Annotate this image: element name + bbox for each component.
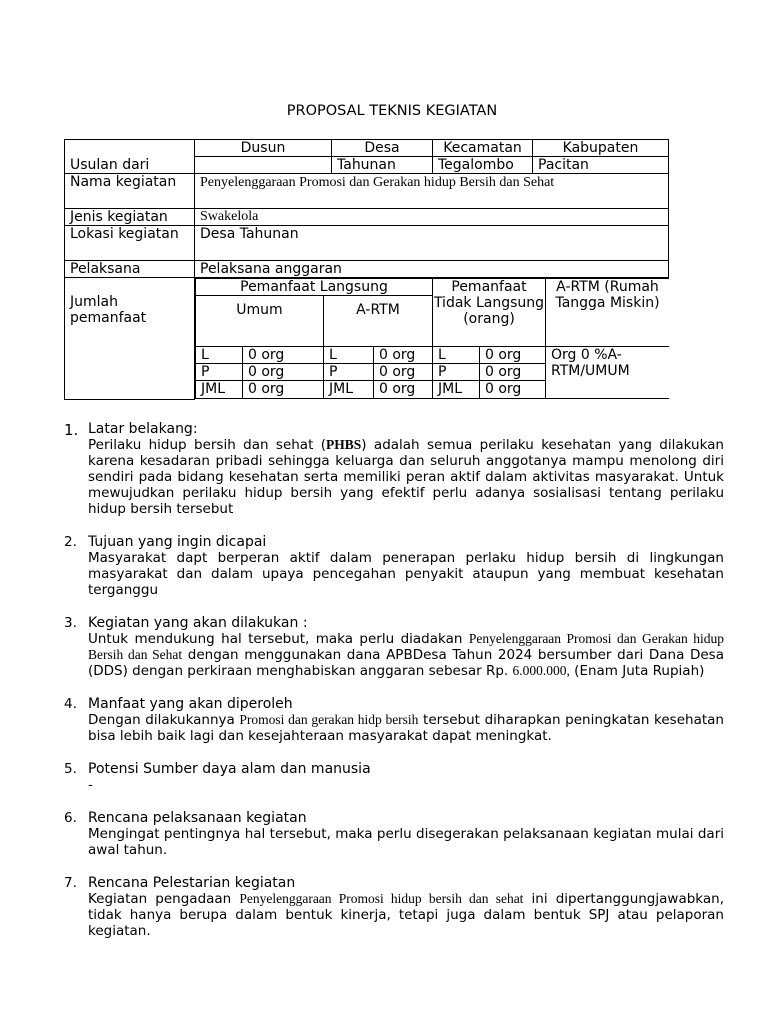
section-heading: Potensi Sumber daya alam dan manusia xyxy=(88,761,371,777)
nama-label: Nama kegiatan xyxy=(65,174,195,209)
row-jml-value-2: 0 org xyxy=(374,381,433,399)
section-manfaat xyxy=(64,696,724,744)
header-kabupaten: Kabupaten xyxy=(533,140,669,157)
artm-miskin-header: A-RTM (Rumah Tangga Miskin) xyxy=(546,279,669,347)
section-body xyxy=(88,631,724,679)
section-number: 2. xyxy=(64,534,77,550)
pelaksana-label: Pelaksana xyxy=(65,261,195,278)
umum-header: Umum xyxy=(196,296,324,347)
section-rencana-pelaksanaan xyxy=(64,810,724,858)
body-text: Dengan dilakukannya xyxy=(88,712,240,728)
section-body: - xyxy=(88,777,93,793)
row-p-key-3: P xyxy=(433,364,480,381)
section-body: Mengingat pentingnya hal tersebut, maka perlu disegerakan pelaksanaan kegiatan mulai dari awal tahun. xyxy=(88,826,724,858)
body-text: tersebut diharapkan peningkatan kesehatan bisa lebih baik lagi dan kesejahteraan masyarakat dapat meningkat. xyxy=(88,712,724,744)
section-heading: Latar belakang: xyxy=(88,421,198,437)
section-heading: Kegiatan yang akan dilakukan : xyxy=(88,615,308,631)
section-heading: Manfaat yang akan diperoleh xyxy=(88,696,293,712)
header-kecamatan: Kecamatan xyxy=(433,140,533,157)
body-text: (Enam Juta Rupiah) xyxy=(569,663,705,679)
row-jml-value-3: 0 org xyxy=(480,381,546,399)
section-body xyxy=(88,891,724,939)
beneficiaries-table xyxy=(195,278,669,399)
artm-header: A-RTM xyxy=(324,296,433,347)
activity-name: Penyelenggaraan Promosi hidup bersih dan sehat xyxy=(239,891,524,906)
activity-name: Promosi dan gerakan hidp bersih xyxy=(239,712,419,727)
body-text: ) adalah semua perilaku kesehatan yang dilakukan karena kesadaran pribadi sehingga keluarga dan seluruh anggotanya mampu menolong diri sendiri pada bidang kesehatan serta memiliki peran aktif dalam aktivitas masyarakat. Untuk mewujudkan perilaku hidup bersih yang efektif perlu adanya sosialisasi tentang perilaku hidup bersih tersebut xyxy=(88,437,724,517)
value-dusun xyxy=(195,157,332,174)
pelaksana-value: Pelaksana anggaran xyxy=(195,261,669,278)
section-kegiatan xyxy=(64,615,724,679)
row-jml-key-2: JML xyxy=(324,381,374,399)
lokasi-label: Lokasi kegiatan xyxy=(65,226,195,261)
document-title: PROPOSAL TEKNIS KEGIATAN xyxy=(286,103,498,119)
section-number: 7. xyxy=(64,875,77,891)
value-kabupaten: Pacitan xyxy=(533,157,669,174)
activity-name: Penyelenggaraan Promosi dan Gerakan hidup Bersih dan Sehat xyxy=(88,631,724,662)
budget-amount: 6.000.000, xyxy=(512,663,570,678)
value-desa: Tahunan xyxy=(332,157,433,174)
row-jml-key-1: JML xyxy=(196,381,243,399)
row-l-value-1: 0 org xyxy=(243,347,324,364)
usulan-label: Usulan dari xyxy=(65,140,195,174)
section-heading: Tujuan yang ingin dicapai xyxy=(88,534,267,550)
row-p-value-3: 0 org xyxy=(480,364,546,381)
value-kecamatan: Tegalombo xyxy=(433,157,533,174)
header-desa: Desa xyxy=(332,140,433,157)
section-tujuan xyxy=(64,534,724,598)
langsung-header: Pemanfaat Langsung xyxy=(196,279,433,296)
section-number: 6. xyxy=(64,810,77,826)
proposal-sections xyxy=(64,419,724,956)
row-jml-key-3: JML xyxy=(433,381,480,399)
row-l-key-3: L xyxy=(433,347,480,364)
section-rencana-pelestarian xyxy=(64,875,724,939)
row-l-value-3: 0 org xyxy=(480,347,546,364)
body-text: Kegiatan pengadaan xyxy=(88,891,240,907)
section-body xyxy=(88,712,724,744)
row-p-key-1: P xyxy=(196,364,243,381)
section-number: 1. xyxy=(64,421,79,439)
row-l-key-2: L xyxy=(324,347,374,364)
row-p-key-2: P xyxy=(324,364,374,381)
section-body: Masyarakat dapt berperan aktif dalam penerapan perlaku hidup bersih di lingkungan masyarakat dan dalam upaya pencegahan penyakit ataupun yang membuat kesehatan terganggu xyxy=(88,550,724,598)
row-l-key-1: L xyxy=(196,347,243,364)
body-text: Perilaku hidup bersih dan sehat ( xyxy=(88,437,327,453)
phbs-bold: PHBS xyxy=(326,437,362,452)
jumlah-pemanfaat-label: Jumlah pemanfaat xyxy=(65,278,195,400)
row-p-value-2: 0 org xyxy=(374,364,433,381)
body-text: Untuk mendukung hal tersebut, maka perlu diadakan xyxy=(88,631,469,647)
header-dusun: Dusun xyxy=(195,140,332,157)
activity-info-table xyxy=(64,139,669,400)
row-jml-value-1: 0 org xyxy=(243,381,324,399)
section-latar-belakang xyxy=(64,421,724,517)
section-potensi xyxy=(64,761,724,793)
lokasi-value: Desa Tahunan xyxy=(195,226,669,261)
body-text: dengan menggunakan dana APBDesa Tahun 2024 bersumber dari Dana Desa (DDS) dengan perkiraan menghabiskan anggaran sebesar Rp. xyxy=(88,647,724,679)
section-heading: Rencana pelaksanaan kegiatan xyxy=(88,810,307,826)
artm-value: Org 0 %A-RTM/UMUM xyxy=(546,347,669,399)
row-l-value-2: 0 org xyxy=(374,347,433,364)
section-heading: Rencana Pelestarian kegiatan xyxy=(88,875,296,891)
section-number: 4. xyxy=(64,696,77,712)
body-text: ini dipertanggungjawabkan, tidak hanya berupa dalam bentuk kinerja, tetapi juga dalam bentuk SPJ atau pelaporan kegiatan. xyxy=(88,891,724,939)
jenis-label: Jenis kegiatan xyxy=(65,209,195,226)
section-number: 3. xyxy=(64,615,77,631)
tidak-langsung-header: Pemanfaat Tidak Langsung (orang) xyxy=(433,279,546,347)
row-p-value-1: 0 org xyxy=(243,364,324,381)
section-number: 5. xyxy=(64,761,77,777)
nama-value: Penyelenggaraan Promosi dan Gerakan hidup Bersih dan Sehat xyxy=(195,174,669,209)
section-body xyxy=(88,437,724,517)
jenis-value: Swakelola xyxy=(195,209,669,226)
